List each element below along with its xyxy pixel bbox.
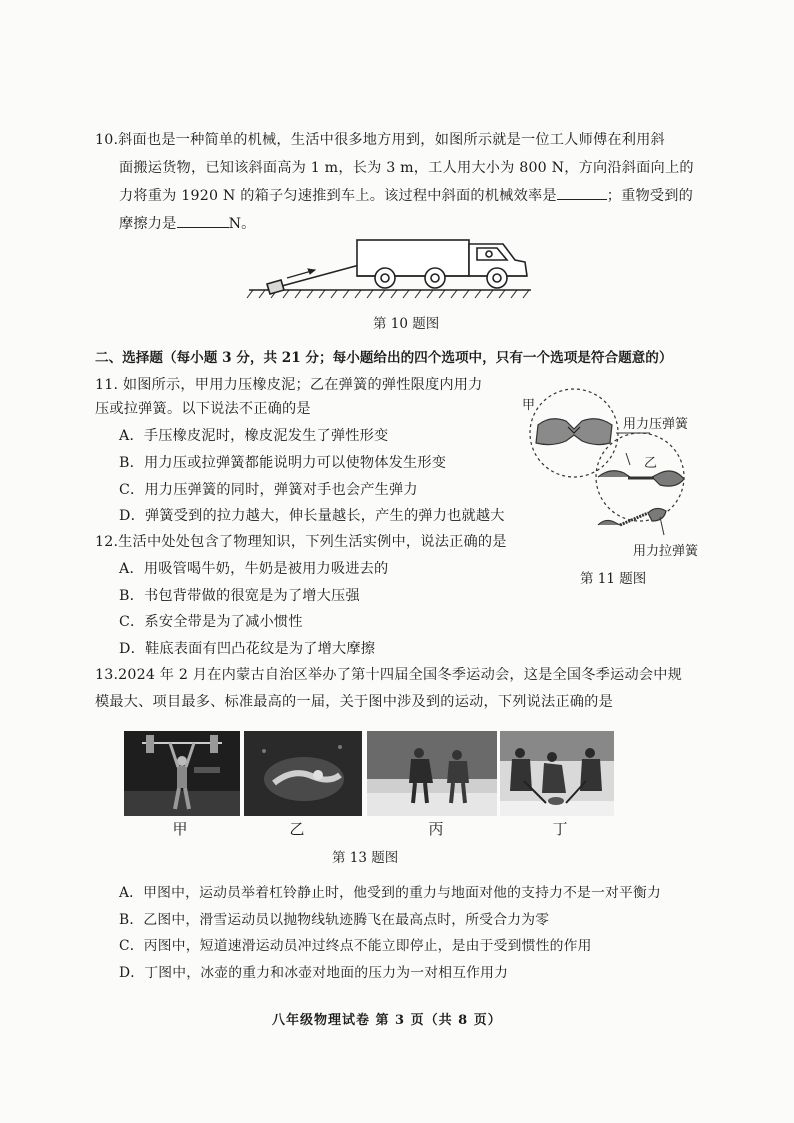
q11-line-2: 压或拉弹簧。以下说法不正确的是 [95,401,311,417]
q10-line-4-text: 摩擦力是 [119,216,177,232]
q11-caption: 第 11 题图 [580,571,647,587]
photo-label-ding: 丁 [552,820,568,838]
q13-option-c[interactable]: C．丙图中，短道速滑运动员冲过终点不能立即停止，是由于受到惯性的作用 [119,938,592,954]
q12-option-a[interactable]: A．用吸管喝牛奶，牛奶是被用力吸进去的 [119,561,389,577]
photo-weightlifting [124,731,240,816]
fig11-label-press: 用力压弹簧 [623,417,689,432]
photo-label-yi: 乙 [289,820,305,838]
q12-option-c[interactable]: C．系安全带是为了减小惯性 [119,614,303,630]
fig11-label-yi: 乙 [644,456,658,471]
photo-label-bing: 丙 [428,820,444,838]
q10-figure [245,232,535,300]
q10-line-3-tail: ；重物受到的 [606,188,694,204]
truck-container [357,240,469,276]
section-2-heading: 二、选择题（每小题 3 分，共 21 分；每小题给出的四个选项中，只有一个选项是符合题意的） [95,350,673,366]
pull-right-hand [648,508,666,521]
q11-option-c[interactable]: C．用力压弹簧的同时，弹簧对手也会产生弹力 [119,482,418,498]
wheel-1 [375,268,395,288]
left-hand [598,471,630,477]
q11-option-b[interactable]: B．用力压或拉弹簧都能说明力可以使物体发生形变 [119,455,447,471]
page-footer: 八年级物理试卷 第 3 页（共 8 页） [272,1013,502,1028]
photo-label-jia: 甲 [172,820,188,838]
q10-line-3-text: 力将重为 1920 N 的箱子匀速推到车上。该过程中斜面的机械效率是 [119,188,557,204]
hands-pressing-clay [536,419,612,445]
wheel-3 [487,268,507,288]
q13-option-a[interactable]: A．甲图中，运动员举着杠铃静止时，他受到的重力与地面对他的支持力不是一对平衡力 [119,885,662,901]
q10-line-2: 面搬运货物，已知该斜面高为 1 m，长为 3 m，工人用大小为 800 N，方向沿斜面向上的 [119,160,694,176]
fig11-label-pull: 用力拉弹簧 [633,544,699,559]
q13-line-1: 13.2024 年 2 月在内蒙古自治区举办了第十四届全国冬季运动会，这是全国冬季运动会中规 [95,667,682,683]
q13-option-d[interactable]: D．丁图中，冰壶的重力和冰壶对地面的压力为一对相互作用力 [119,965,509,981]
q13-caption: 第 13 题图 [332,850,399,866]
q12-option-d[interactable]: D．鞋底表面有凹凸花纹是为了增大摩擦 [119,641,376,657]
photo-curling [500,731,614,816]
q10-line-1: 10.斜面也是一种简单的机械，生活中很多地方用到，如图所示就是一位工人师傅在利用斜 [95,132,665,148]
q11-option-a[interactable]: A．手压橡皮泥时，橡皮泥发生了弹性形变 [119,428,389,444]
spring-stretched [620,513,648,525]
cargo-box [267,280,284,294]
q11-figure [520,385,720,555]
right-hand [652,471,684,486]
q11-line-1: 11. 如图所示，甲用力压橡皮泥；乙在弹簧的弹性限度内用力 [95,377,483,393]
q13-option-b[interactable]: B．乙图中，滑雪运动员以抛物线轨迹腾飞在最高点时，所受合力为零 [119,912,550,928]
wheel-2 [425,268,445,288]
ground-hatch [247,290,529,298]
q12-option-b[interactable]: B．书包背带做的很宽是为了增大压强 [119,588,360,604]
q13-line-2: 模最大、项目最多、标准最高的一届，关于图中涉及到的运动，下列说法正确的是 [95,694,613,710]
q11-option-d[interactable]: D．弹簧受到的拉力越大，伸长量越长，产生的弹力也就越大 [119,508,505,524]
q10-caption: 第 10 题图 [373,316,440,332]
q10-line-4-tail: N。 [228,216,256,232]
q10-line-4 [119,213,256,233]
photo-freestyle-ski [244,731,362,816]
photo-speed-skating [367,731,497,816]
fig11-label-jia: 甲 [522,398,536,413]
q10-line-3 [119,185,693,205]
friction-blank[interactable] [177,213,229,228]
q12-line-1: 12.生活中处处包含了物理知识，下列生活实例中，说法正确的是 [95,534,507,550]
efficiency-blank[interactable] [557,185,607,200]
pull-left-hand [598,520,620,525]
